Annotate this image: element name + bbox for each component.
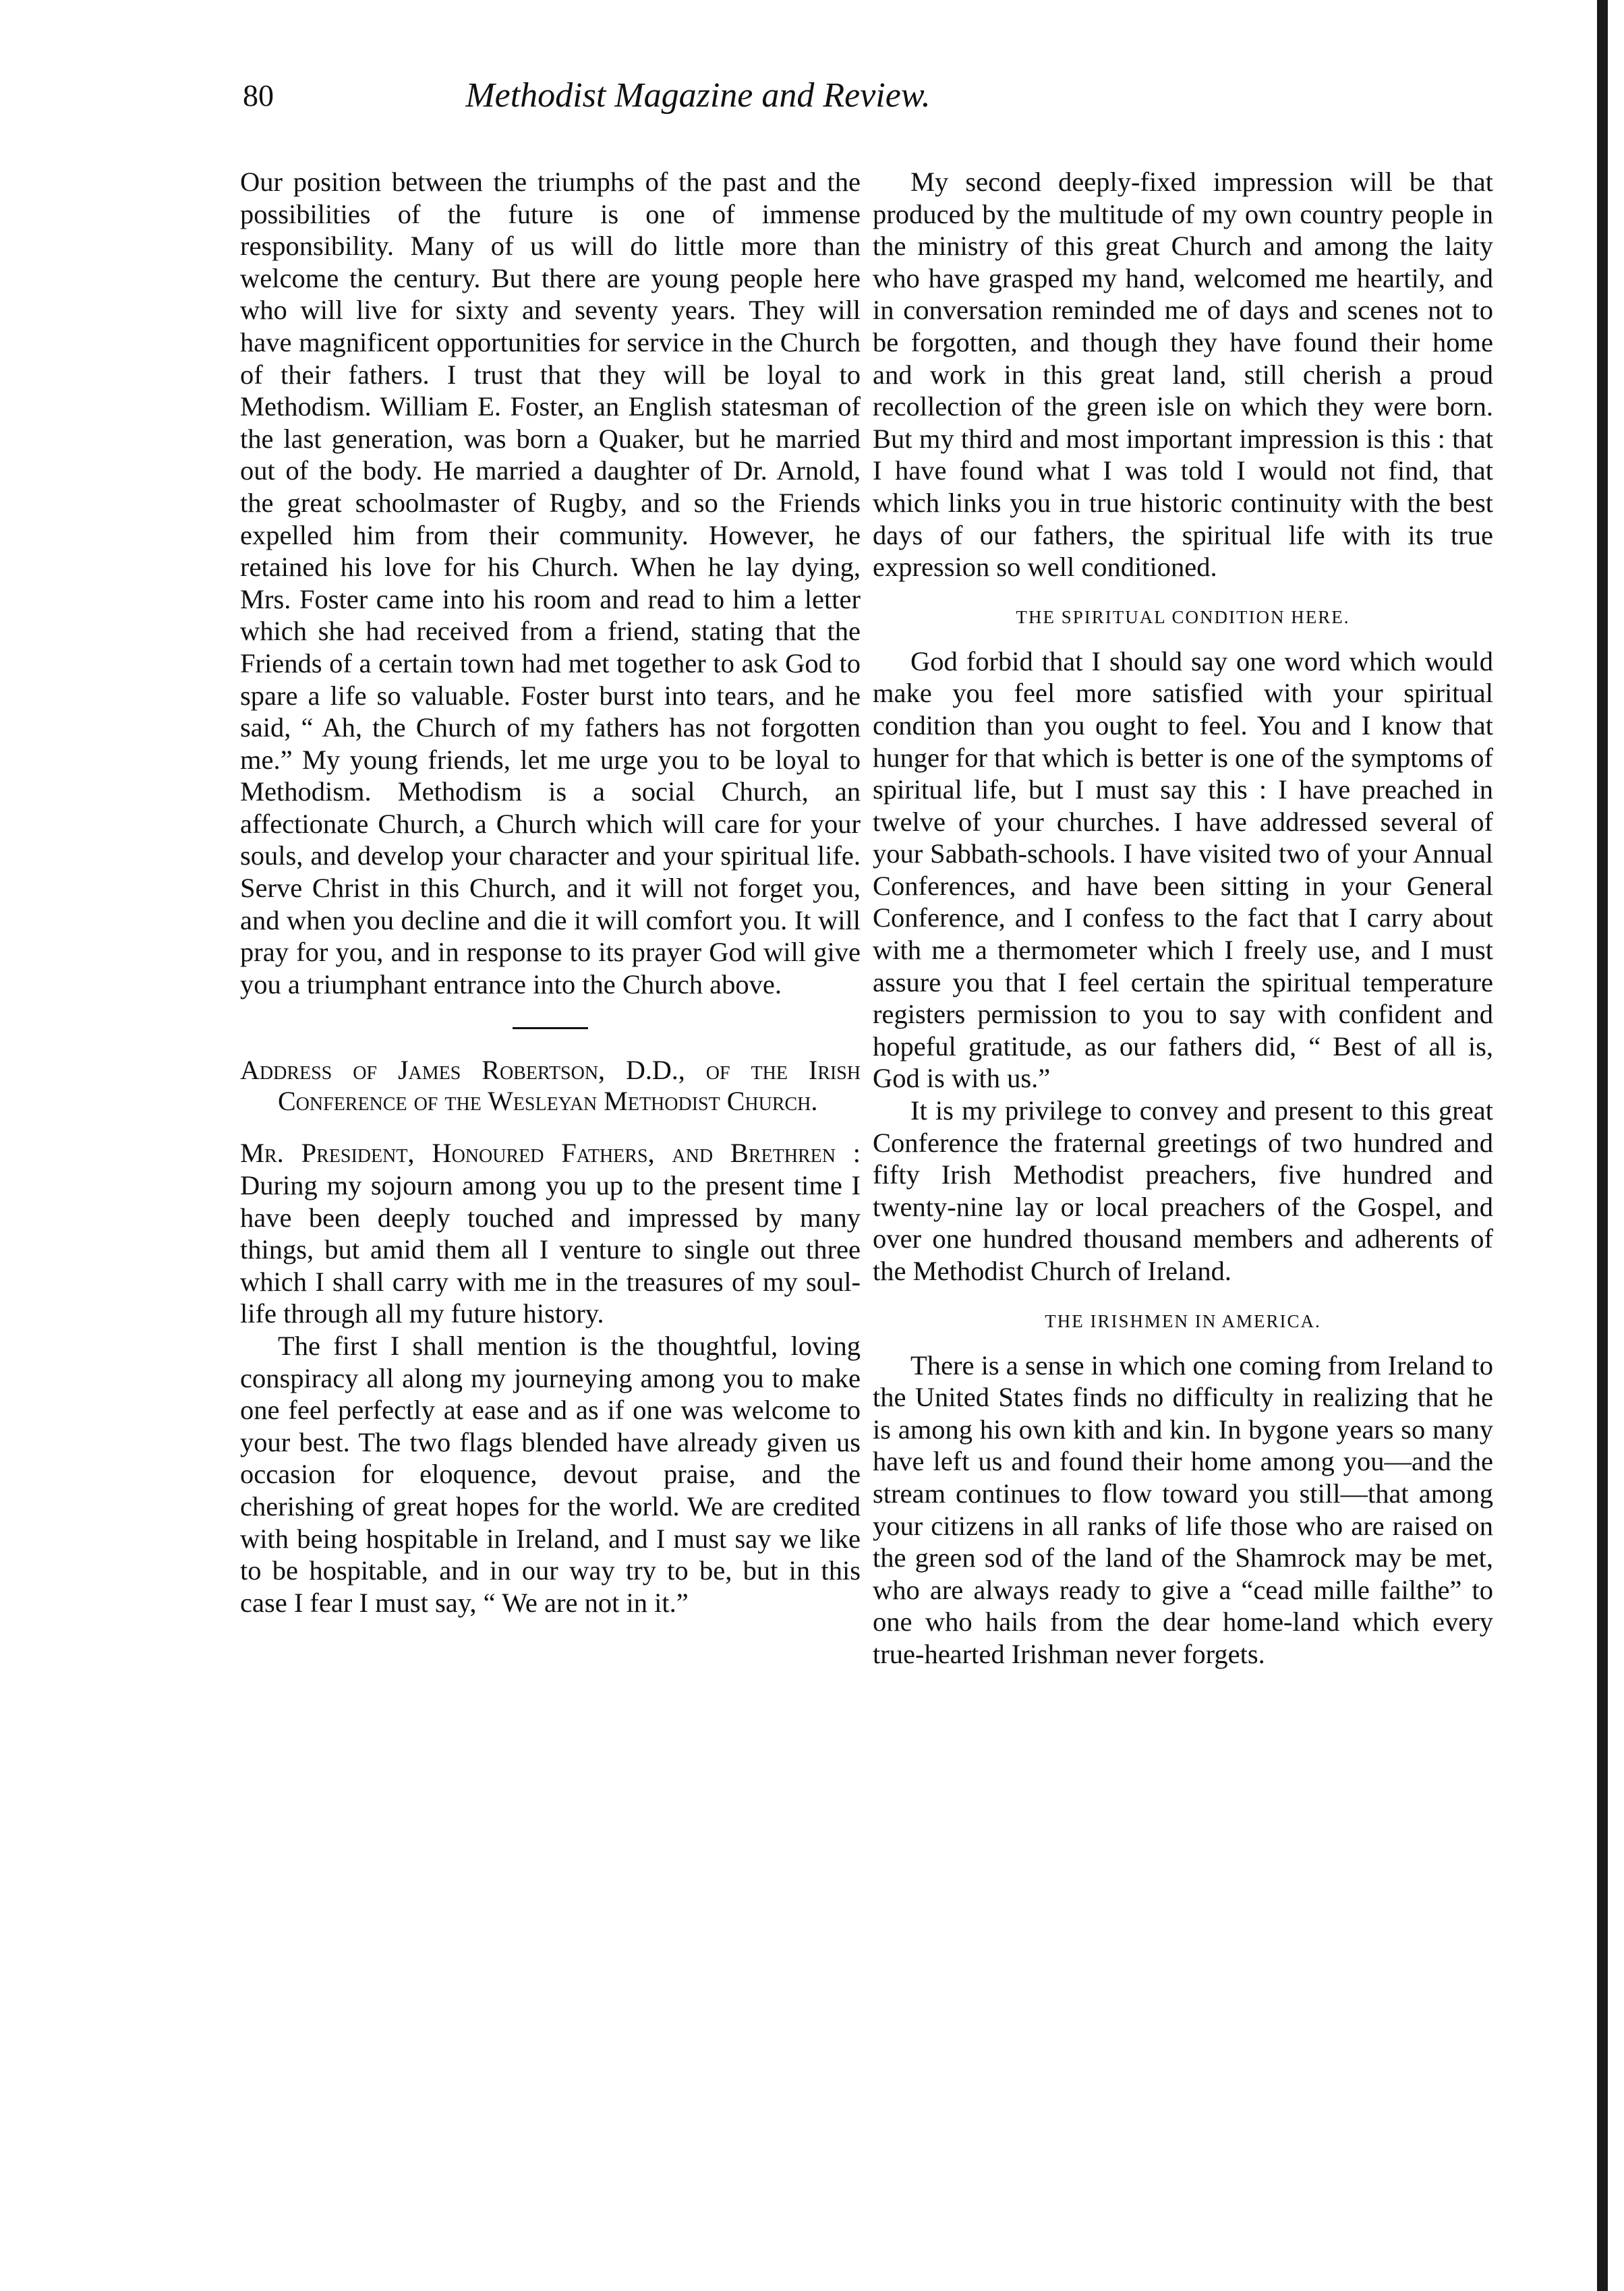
- salutation-caps: Mr. President, Honoured Fathers, and Brethren :: [240, 1138, 861, 1169]
- paragraph-spiritual-condition: God forbid that I should say one word which would make you feel more satisfied with your spiritual condition than you ought to feel. You and I know that hunger for that which is better is one of the symptoms of spiritual life, but I must say this : I have preached in twelve of your churches. I have addressed several of your Sabbath-schools. I have visited two of your Annual Conferences, and have been sitting in your General Conference, and I confess to the fact that I carry about with me a thermometer which I freely use, and I must assure you that I feel certain the spiritual temperature registers permission to you to say with confident and hopeful gratitude, as our fathers did, “ Best of all is, God is with us.”: [873, 645, 1493, 1094]
- paragraph-second-impression: My second deeply-fixed impression will be that produced by the multitude of my own country people in the ministry of this great Church and among the laity who have grasped my hand, welcomed me heartily, and in conversation reminded me of days and scenes not to be forgotten, and though they have found their home and work in this great land, still cherish a proud recollection of the green isle on which they were born. But my third and most important impression is this : that I have found what I was told I would not find, that which links you in true historic continuity with the best days of our fathers, the spiritual life with its true expression so well conditioned.: [873, 167, 1493, 583]
- paragraph-first-impression: The first I shall mention is the thoughtful, loving conspiracy all along my journeying among you to make one feel perfectly at ease and as if one was welcome to your best. The two flags blended have already given us occasion for eloquence, devout praise, and the cherishing of great hopes for the world. We are credited with being hospitable in Ireland, and I must say we like to be hospitable, and in our way try to be, but in this case I fear I must say, “ We are not in it.”: [240, 1331, 861, 1618]
- running-title: Methodist Magazine and Review.: [465, 76, 931, 115]
- right-column: [873, 166, 1493, 1671]
- heading-irishmen-in-america: THE IRISHMEN IN AMERICA.: [1045, 1310, 1321, 1331]
- paragraph-irishmen: There is a sense in which one coming from Ireland to the United States finds no difficulty in realizing that he is among his own kith and kin. In bygone years so many have left us and found their home among you—and the stream continues to flow toward you still—that among your citizens in all ranks of life those who are raised on the green sod of the land of the Shamrock may be met, who are always ready to give a “cead mille failthe” to one who hails from the dear home-land which every true-hearted Irishman never forgets.: [873, 1350, 1493, 1669]
- scan-edge-bar: [1597, 0, 1608, 2291]
- salutation-paragraph: [240, 1137, 861, 1330]
- page-header: [243, 76, 1153, 123]
- paragraph-loyalty: Our position between the triumphs of the past and the possibilities of the future is one of immense responsibility. Many of us will do little more than welcome the century. But there are young people here who will live for sixty and seventy years. They will have magnificent opportunities for service in the Church of their fathers. I trust that they will be loyal to Methodism. William E. Foster, an English statesman of the last generation, was born a Quaker, but he married out of the body. He married a daughter of Dr. Arnold, the great schoolmaster of Rugby, and so the Friends expelled him from their community. However, he retained his love for his Church. When he lay dying, Mrs. Foster came into his room and read to him a letter which she had received from a friend, stating that the Friends of a certain town had met together to ask God to spare a life so valuable. Foster burst into tears, and he said, “ Ah, the Church of my fathers has not forgotten me.” My young friends, let me urge you to be loyal to Methodism. Methodism is a social Church, an affectionate Church, a Church which will care for your souls, and develop your character and your spiritual life. Serve Christ in this Church, and it will not forget you, and when you decline and die it will comfort you. It will pray for you, and in response to its prayer God will give you a triumphant entrance into the Church above.: [240, 167, 861, 999]
- left-column: [240, 166, 861, 1619]
- salutation-text: During my sojourn among you up to the present time I have been deeply touched and impressed by many things, but amid them all I venture to single out three which I shall carry with me in the treasures of my soul-life through all my future history.: [240, 1170, 861, 1329]
- address-title: Address of James Robertson, D.D., of the Irish Conference of the Wesleyan Methodist Church.: [240, 1055, 861, 1117]
- heading-spiritual-condition: THE SPIRITUAL CONDITION HERE.: [1016, 606, 1350, 627]
- page-number: 80: [243, 78, 274, 113]
- section-divider: [513, 1027, 588, 1029]
- paragraph-fraternal-greetings: It is my privilege to convey and present to this great Conference the fraternal greetings of two hundred and fifty Irish Methodist preachers, five hundred and twenty-nine lay or local preachers of the Gospel, and over one hundred thousand members and adherents of the Methodist Church of Ireland.: [873, 1095, 1493, 1286]
